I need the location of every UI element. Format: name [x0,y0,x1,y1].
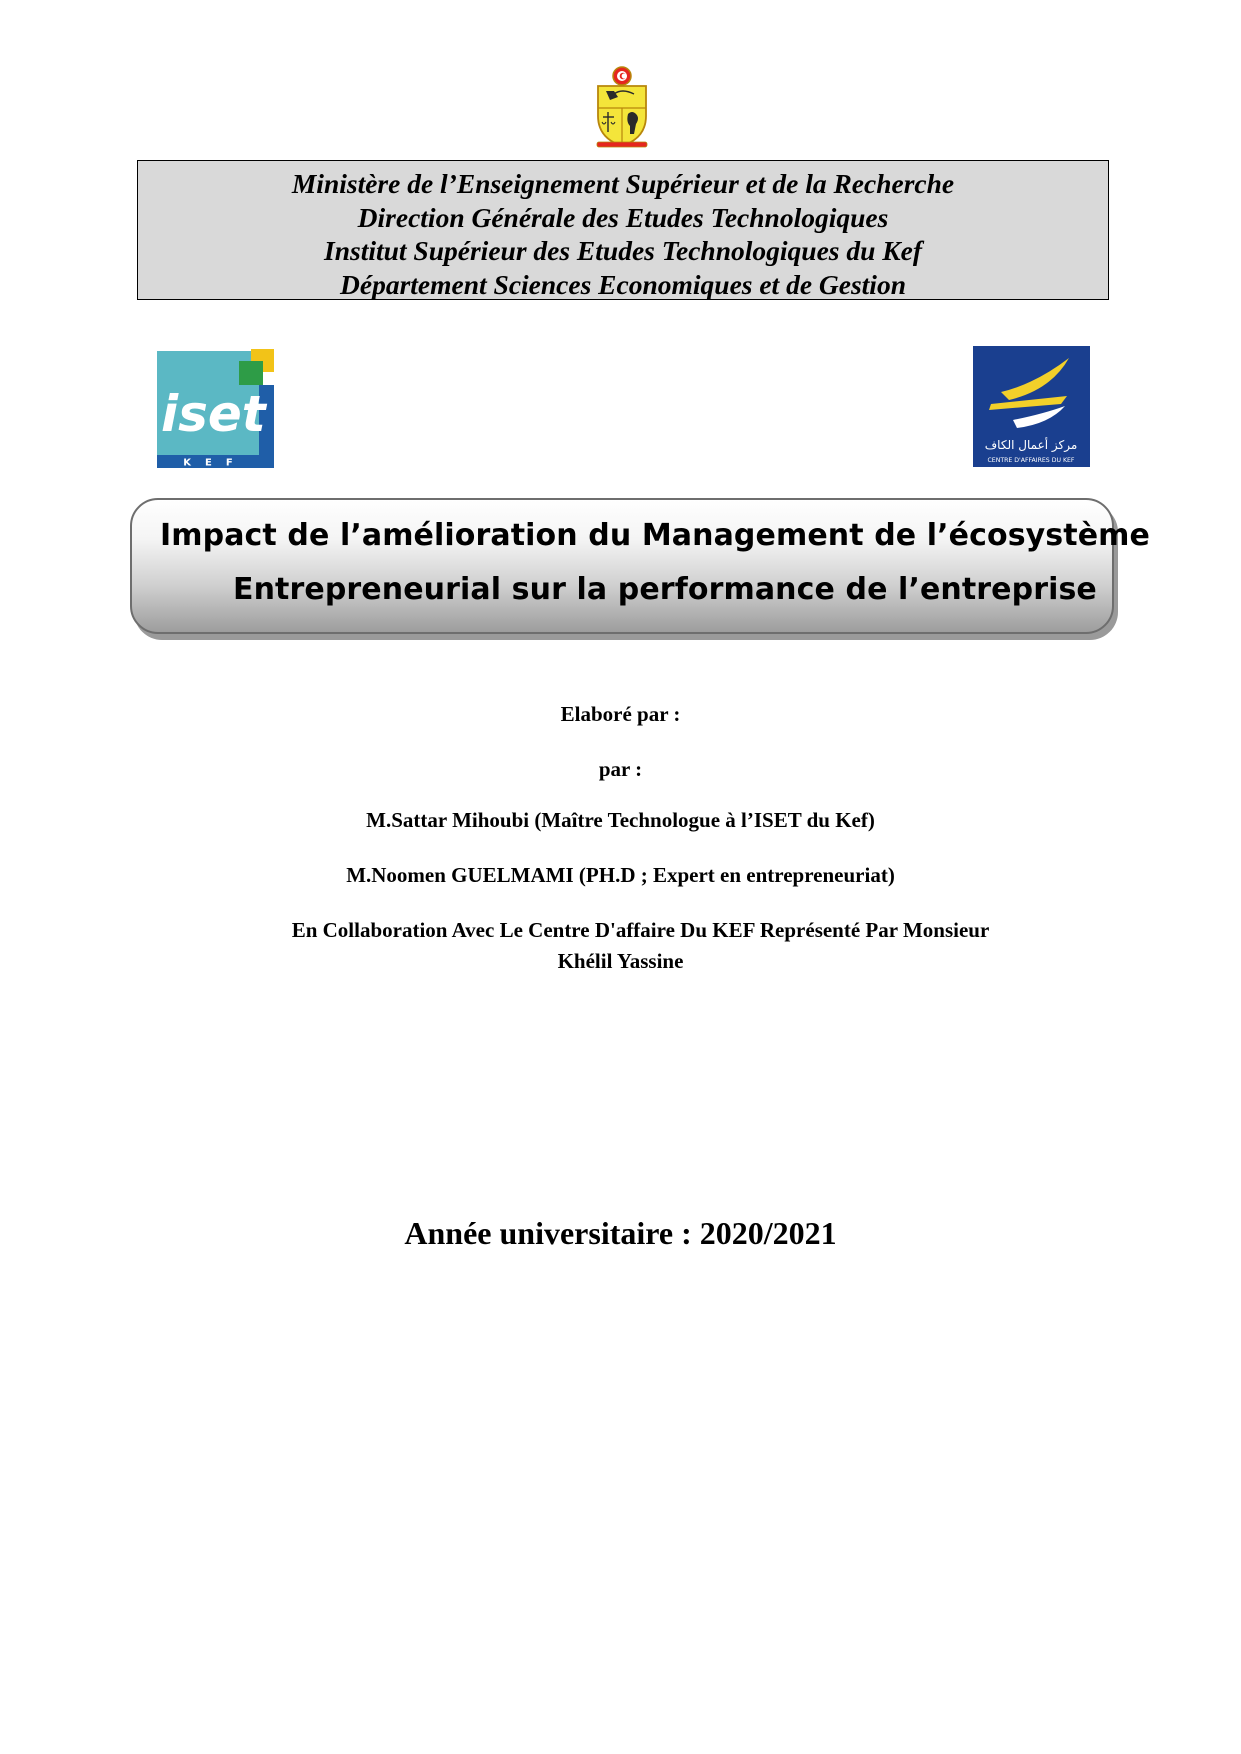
cak-arabic-text: مركز أعمال الكاف [984,438,1078,452]
title-line-1: Impact de l’amélioration du Management de l’écosystème [160,518,1150,553]
title-line-2: Entrepreneurial sur la performance de l’entreprise [233,572,1097,607]
centre-affaires-kef-logo [973,346,1090,467]
collaboration-line-2: Khélil Yassine [557,949,684,973]
institute-line: Institut Supérieur des Etudes Technologiques du Kef [324,235,922,266]
elabore-label: Elaboré par : [560,702,681,726]
direction-line: Direction Générale des Etudes Technologiques [357,201,889,233]
cak-sub-text: CENTRE D'AFFAIRES DU KEF [987,457,1075,464]
department-line: Département Sciences Economiques et de Gestion [340,268,906,300]
author-1: M.Sattar Mihoubi (Maître Technologue à l’ISET du Kef) [366,808,875,832]
ministry-line: Ministère de l’Enseignement Supérieur et de la Recherche [291,168,955,199]
collaboration-line-1: En Collaboration Avec Le Centre D'affaire Du KEF Représenté Par Monsieur [291,918,990,942]
academic-year: Année universitaire : 2020/2021 [404,1215,837,1251]
iset-kef-logo [157,349,274,468]
iset-sub-text: KEF [183,457,247,468]
author-2: M.Noomen GUELMAMI (PH.D ; Expert en entrepreneuriat) [346,863,895,887]
coat-of-arms-logo [594,64,650,148]
iset-main-text: iset [161,385,266,443]
institution-header-box [137,160,1109,300]
par-label: par : [598,757,643,781]
